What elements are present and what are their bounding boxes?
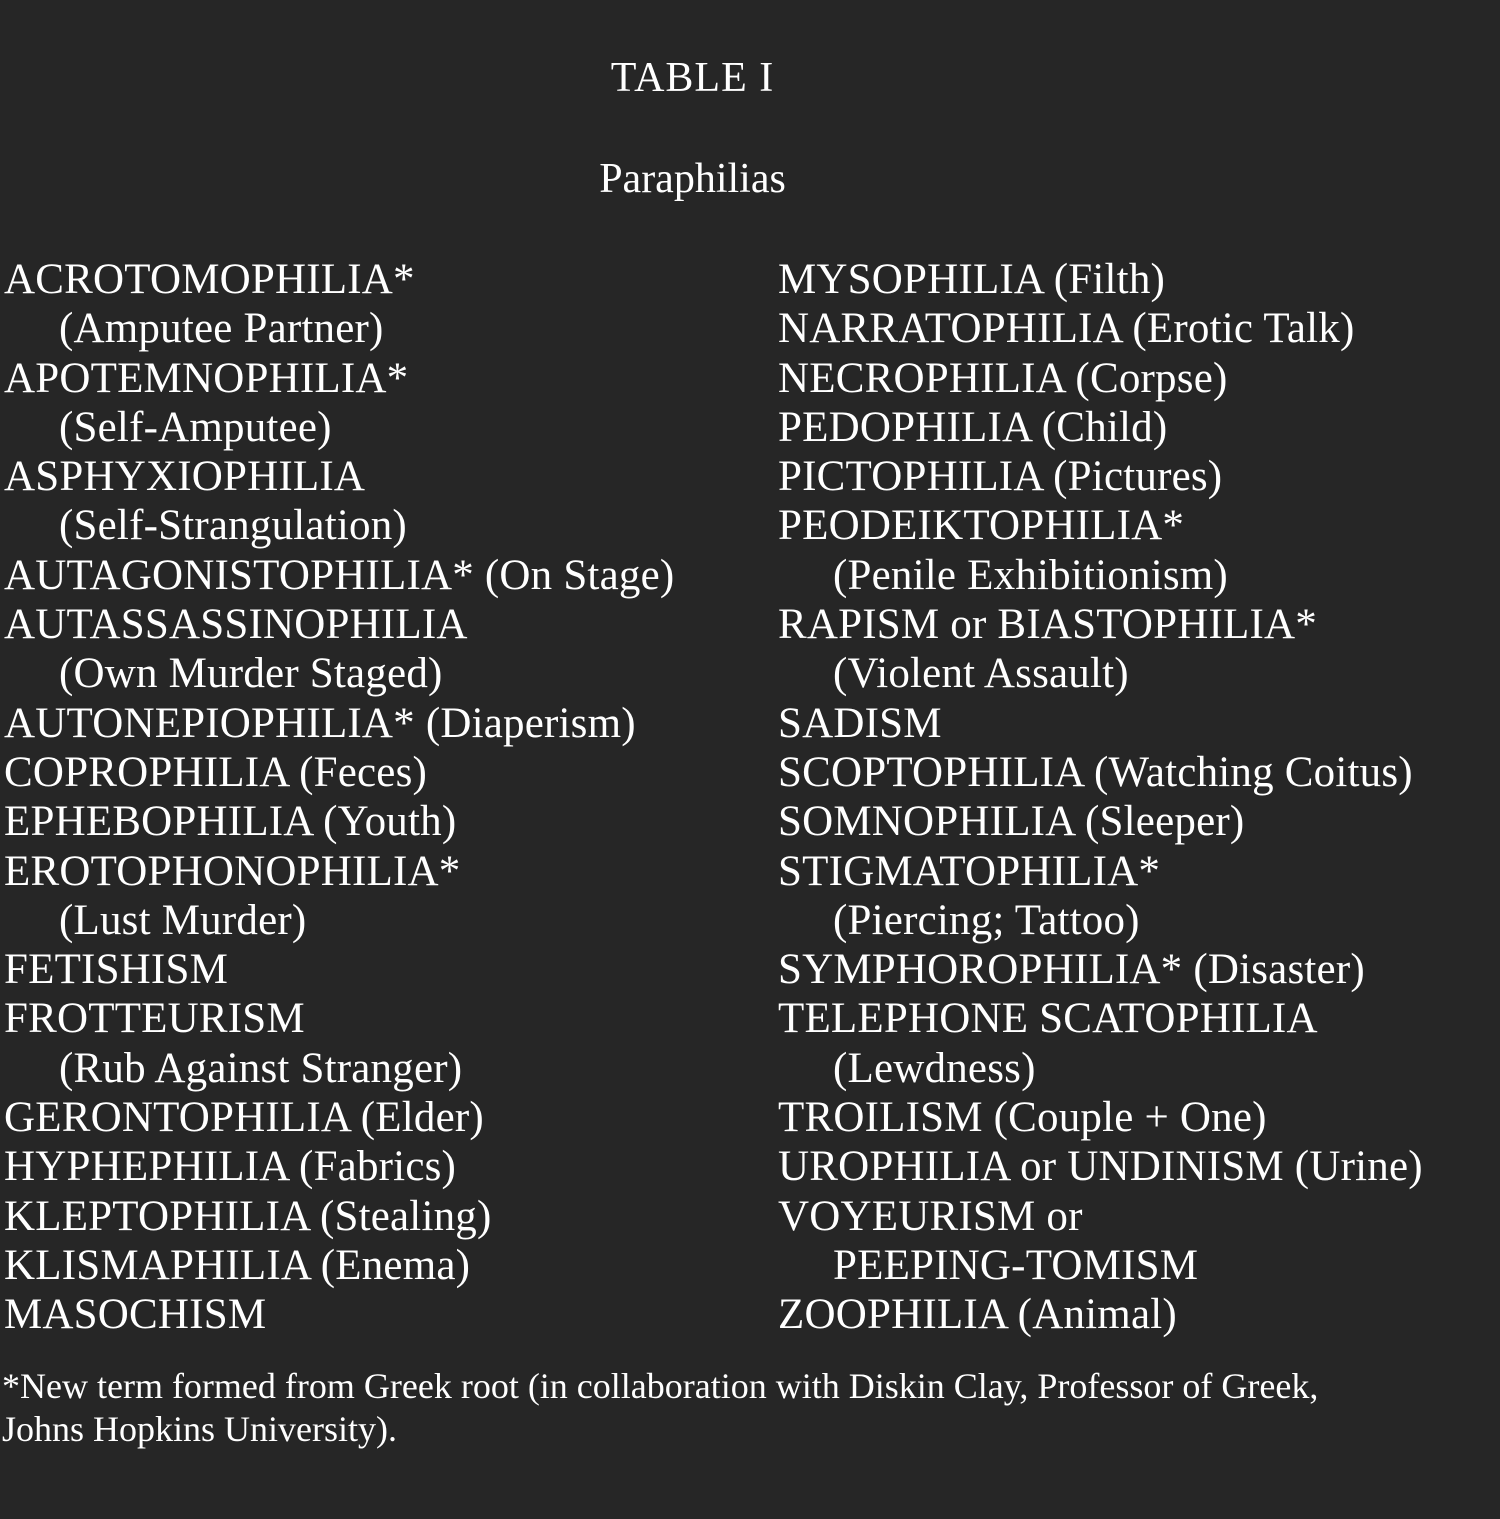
paraphilia-term: AUTAGONISTOPHILIA* (On Stage)	[4, 551, 675, 599]
paraphilia-term: ASPHYXIOPHILIA	[4, 453, 366, 501]
paraphilia-term: NARRATOPHILIA (Erotic Talk)	[778, 305, 1355, 353]
paraphilia-term: TELEPHONE SCATOPHILIA	[778, 995, 1318, 1043]
paraphilia-term: PICTOPHILIA (Pictures)	[778, 453, 1223, 501]
paraphilia-term: EPHEBOPHILIA (Youth)	[4, 798, 457, 846]
paraphilia-description: (Lewdness)	[833, 1044, 1036, 1092]
paraphilia-term: MASOCHISM	[4, 1291, 267, 1339]
paraphilia-term: PEDOPHILIA (Child)	[778, 403, 1168, 451]
paraphilia-term: KLISMAPHILIA (Enema)	[4, 1241, 471, 1289]
paraphilia-term: EROTOPHONOPHILIA*	[4, 847, 461, 895]
paraphilia-description: (Amputee Partner)	[59, 305, 384, 353]
paraphilia-term: COPROPHILIA (Feces)	[4, 748, 428, 796]
paraphilia-term: APOTEMNOPHILIA*	[4, 354, 409, 402]
paraphilia-description: (Penile Exhibitionism)	[833, 551, 1228, 599]
paraphilia-term: RAPISM or BIASTOPHILIA*	[778, 601, 1317, 649]
table-subtitle: Paraphilias	[599, 156, 786, 202]
right-column	[778, 255, 1493, 1340]
paraphilia-description: (Lust Murder)	[59, 896, 307, 944]
paraphilia-term: FROTTEURISM	[4, 995, 305, 1043]
paraphilia-term: KLEPTOPHILIA (Stealing)	[4, 1192, 492, 1240]
paraphilia-term: PEODEIKTOPHILIA*	[778, 502, 1185, 550]
footnote	[2, 1365, 1498, 1451]
footnote-line: Johns Hopkins University).	[2, 1409, 397, 1449]
paraphilia-term: UROPHILIA or UNDINISM (Urine)	[778, 1143, 1423, 1191]
paraphilia-term: NECROPHILIA (Corpse)	[778, 354, 1228, 402]
paraphilia-term: HYPHEPHILIA (Fabrics)	[4, 1143, 457, 1191]
paraphilia-term: MYSOPHILIA (Filth)	[778, 256, 1166, 303]
paraphilia-description: (Self-Amputee)	[59, 403, 332, 451]
left-column	[4, 255, 744, 1340]
paraphilia-term: STIGMATOPHILIA*	[778, 847, 1161, 895]
paraphilia-description: (Rub Against Stranger)	[59, 1044, 463, 1092]
paraphilia-term: TROILISM (Couple + One)	[778, 1094, 1267, 1142]
paraphilia-term: SYMPHOROPHILIA* (Disaster)	[778, 946, 1365, 994]
paraphilia-term: VOYEURISM or	[778, 1192, 1083, 1240]
paraphilia-term: SCOPTOPHILIA (Watching Coitus)	[778, 748, 1413, 796]
paraphilia-term: SADISM	[778, 699, 942, 747]
paraphilia-term: ACROTOMOPHILIA*	[4, 256, 415, 303]
paraphilia-description: (Own Murder Staged)	[59, 650, 443, 698]
paraphilia-term: FETISHISM	[4, 946, 229, 994]
paraphilia-term: AUTASSASSINOPHILIA	[4, 601, 468, 649]
footnote-line: *New term formed from Greek root (in collaboration with Diskin Clay, Professor of Greek,	[2, 1366, 1319, 1406]
paraphilia-description: PEEPING-TOMISM	[833, 1241, 1199, 1289]
paraphilia-term: SOMNOPHILIA (Sleeper)	[778, 798, 1245, 846]
paraphilia-description: (Piercing; Tattoo)	[833, 896, 1140, 944]
paraphilia-term: AUTONEPIOPHILIA* (Diaperism)	[4, 699, 636, 747]
paraphilia-description: (Violent Assault)	[833, 650, 1129, 698]
paraphilia-description: (Self-Strangulation)	[59, 502, 407, 550]
paraphilia-term: ZOOPHILIA (Animal)	[778, 1291, 1177, 1339]
table-title: TABLE I	[610, 55, 775, 101]
paraphilia-term: GERONTOPHILIA (Elder)	[4, 1094, 484, 1142]
